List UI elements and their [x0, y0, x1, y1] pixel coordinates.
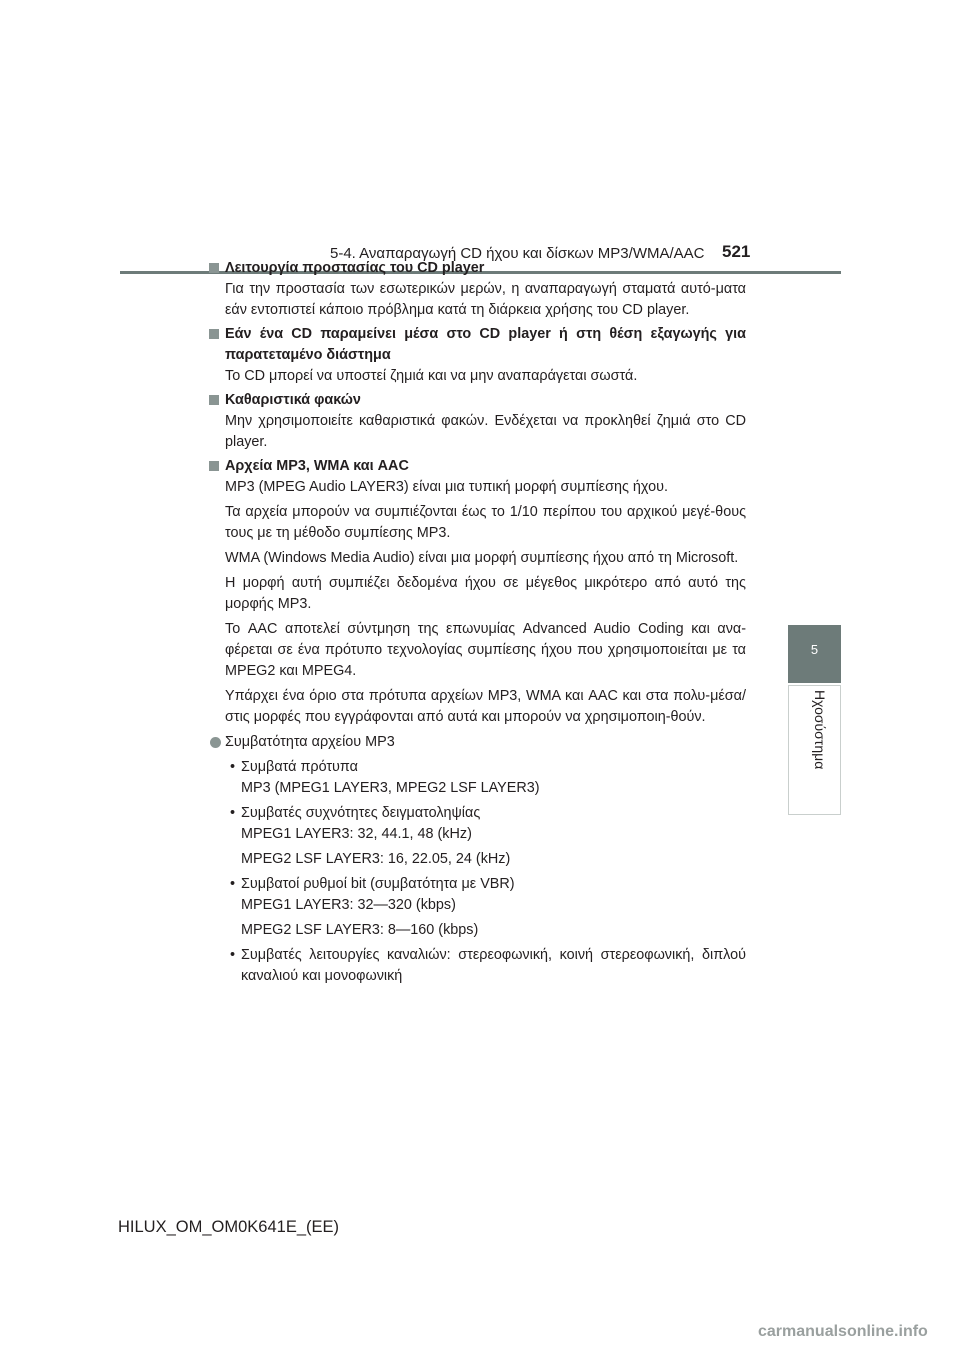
section-cd-protection: [209, 258, 746, 321]
section-paragraph: Για την προστασία των εσωτερικών μερών, η αναπαραγωγή σταματά αυτό-ματα εάν εντοπιστεί κάποιο πρόβλημα κατά τη διάρκεια χρήσης του CD player.: [225, 281, 746, 318]
square-bullet-icon: [209, 263, 219, 273]
list-item: • Συμβατές λειτουργίες καναλιών: στερεοφωνική, κοινή στερεοφωνική, διπλού καναλιού και μονοφωνική: [230, 947, 746, 984]
section-paragraph: Μην χρησιμοποιείτε καθαριστικά φακών. Ενδέχεται να προκληθεί ζημιά στο CD player.: [225, 413, 746, 450]
list-item: • Συμβατοί ρυθμοί bit (συμβατότητα με VBR) MPEG1 LAYER3: 32—320 (kbps) MPEG2 LSF LAYER3: 8—160 (kbps): [230, 876, 515, 938]
bullet-icon: •: [230, 759, 236, 775]
section-mp3-wma-aac: [209, 456, 746, 987]
chapter-tab: [788, 625, 841, 683]
list-item: • Συμβατά πρότυπα MP3 (MPEG1 LAYER3, MPEG2 LSF LAYER3): [230, 759, 540, 796]
section-cd-left-inside: [209, 324, 746, 387]
section-lens-cleaners: [209, 390, 746, 453]
section-paragraph: MP3 (MPEG Audio LAYER3) είναι μια τυπική μορφή συμπίεσης ήχου.: [225, 479, 668, 495]
header-title: 5-4. Αναπαραγωγή CD ήχου και δίσκων MP3/WMA/AAC: [330, 245, 705, 262]
square-bullet-icon: [209, 461, 219, 471]
page-content: [209, 255, 746, 987]
list-item: • Συμβατές συχνότητες δειγματοληψίας MPEG1 LAYER3: 32, 44.1, 48 (kHz) MPEG2 LSF LAYER3: 16, 22.05, 24 (kHz): [230, 805, 511, 867]
bullet-icon: •: [230, 805, 236, 821]
section-paragraph: WMA (Windows Media Audio) είναι μια μορφή συμπίεσης ήχου από τη Microsoft.: [225, 550, 739, 566]
chapter-label: Ηχοσύστημα: [812, 690, 828, 770]
mp3-compat-heading: Συμβατότητα αρχείου MP3: [209, 732, 746, 753]
document-code: HILUX_OM_OM0K641E_(EE): [118, 1218, 340, 1236]
section-title: Εάν ένα CD παραμείνει μέσα στο CD player ή στη θέση εξαγωγής για παρατεταμένο διάστημα: [209, 324, 746, 366]
chapter-number: 5: [810, 642, 819, 657]
section-title: Καθαριστικά φακών: [209, 390, 746, 411]
bullet-icon: •: [230, 947, 236, 963]
square-bullet-icon: [209, 395, 219, 405]
mp3-compat-list: [225, 757, 746, 987]
section-title: Λειτουργία προστασίας του CD player: [209, 258, 746, 279]
watermark-link[interactable]: carmanualsonline.info: [758, 1323, 928, 1340]
section-paragraph: Το CD μπορεί να υποστεί ζημιά και να μην αναπαράγεται σωστά.: [225, 368, 638, 384]
page-number: 521: [722, 242, 751, 261]
section-title: Αρχεία MP3, WMA και AAC: [209, 456, 746, 477]
section-paragraph: Υπάρχει ένα όριο στα πρότυπα αρχείων MP3, WMA και AAC και στα πολυ-μέσα/στις μορφές που εγγράφονται από αυτά και μπορούν να χρησιμοποιη-θούν.: [225, 688, 746, 725]
section-paragraph: Το AAC αποτελεί σύντμηση της επωνυμίας Advanced Audio Coding και ανα-φέρεται σε ένα πρότυπο τεχνολογίας συμπίεσης ήχου που χρησιμοποιείται με τα MPEG2 και MPEG4.: [225, 621, 746, 679]
circle-bullet-icon: [210, 737, 221, 748]
bullet-icon: •: [230, 876, 236, 892]
section-paragraph: Τα αρχεία μπορούν να συμπιέζονται έως το 1/10 περίπου του αρχικού μεγέ-θους τους με τη μέθοδο συμπίεσης MP3.: [225, 504, 746, 541]
square-bullet-icon: [209, 329, 219, 339]
section-paragraph: Η μορφή αυτή συμπιέζει δεδομένα ήχου σε μέγεθος μικρότερο από αυτό της μορφής MP3.: [225, 575, 746, 612]
